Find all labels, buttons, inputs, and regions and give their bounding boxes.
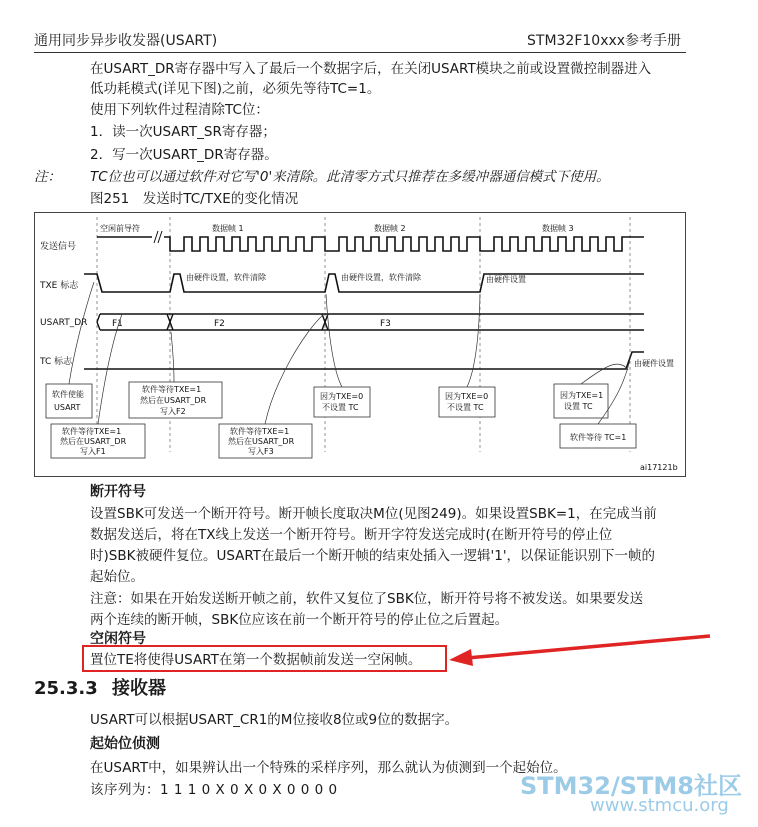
- receiver-sequence: 该序列为：1 1 1 0 X 0 X 0 X 0 0 0 0: [90, 782, 338, 798]
- label-txe-flag: TXE 标志: [40, 281, 79, 291]
- box-wait-f1-line-2: 然后在USART_DR: [60, 437, 127, 446]
- box-tc1-line-2: 设置 TC: [564, 402, 593, 411]
- break-para-1: 设置SBK可发送一个断开符号。断开帧长度取决M位(见图249)。如果设置SBK=1，在完成当前: [90, 506, 657, 522]
- intro-line-1: 在USART_DR寄存器中写入了最后一个数据字后，在关闭USART模块之前或设置微控制器进入: [90, 61, 652, 77]
- break-para-3: 时)SBK被硬件复位。USART在最后一个断开帧的结束处插入一逻辑'1'，以保证能识别下一帧的: [90, 548, 656, 564]
- box-wait-f2-line-2: 然后在USART_DR: [140, 396, 207, 405]
- receiver-para-2: 在USART中，如果辨认出一个特殊的采样序列，那么就认为侦测到一个起始位。: [90, 760, 567, 776]
- break-note-1: 注意：如果在开始发送断开帧之前，软件又复位了SBK位，断开符号将不被发送。如果要发送: [90, 591, 644, 607]
- note-text: TC位也可以通过软件对它写'0'来清除。此清零方式只推荐在多缓冲器通信模式下使用。: [90, 169, 610, 185]
- frame-3-label: 数据帧 3: [542, 224, 574, 233]
- box-wait-f1-line-3: 写入F1: [80, 447, 106, 456]
- txe-note-2: 由硬件设置，软件清除: [341, 273, 421, 282]
- idle-preamble-label: 空闲前导符: [100, 224, 140, 233]
- break-para-2: 数据发送后，将在TX线上发送一个断开符号。断开字符发送完成时(在断开符号的停止位: [90, 527, 613, 543]
- box-enable-line-2: USART: [54, 403, 81, 412]
- box-tc0b-line-1: 因为TXE=0: [445, 392, 489, 401]
- box-tc0a-line-1: 因为TXE=0: [320, 392, 364, 401]
- header-divider: [34, 52, 686, 53]
- dr-value-f2: F2: [214, 319, 225, 329]
- box-enable-line-1: 软件使能: [52, 390, 84, 399]
- box-wait-f3-line-2: 然后在USART_DR: [228, 437, 295, 446]
- section-title: 接收器: [112, 678, 166, 699]
- frame-1-label: 数据帧 1: [212, 224, 244, 233]
- page-header-right: STM32F10xxx参考手册: [527, 33, 682, 49]
- box-wait-f2-line-1: 软件等待TXE=1: [142, 385, 202, 394]
- timing-diagram: [34, 212, 686, 477]
- box-tc0a-line-2: 不设置 TC: [322, 403, 359, 412]
- break-para-4: 起始位。: [90, 569, 144, 585]
- idle-title: 空闲符号: [90, 631, 146, 647]
- intro-line-2: 低功耗模式(详见下图)之前，必须先等待TC=1。: [90, 81, 381, 97]
- txe-note-1: 由硬件设置，软件清除: [186, 273, 266, 282]
- step-2: 2．写一次USART_DR寄存器。: [90, 147, 278, 163]
- box-tc1-line-1: 因为TXE=1: [560, 391, 604, 400]
- box-tc0b-line-2: 不设置 TC: [447, 403, 484, 412]
- step-1: 1．读一次USART_SR寄存器；: [90, 124, 276, 140]
- figure-caption: 图251 发送时TC/TXE的变化情况: [90, 191, 299, 207]
- section-number: 25.3.3: [34, 678, 98, 699]
- txe-note-3: 由硬件设置: [486, 275, 526, 284]
- label-tc-flag: TC 标志: [40, 357, 73, 367]
- label-tx-signal: 发送信号: [40, 242, 77, 252]
- box-wait-tc: 软件等待 TC=1: [570, 433, 627, 442]
- note-label: 注：: [34, 169, 61, 185]
- intro-line-3: 使用下列软件过程清除TC位：: [90, 102, 269, 118]
- dr-value-f3: F3: [380, 319, 391, 329]
- box-wait-f2-line-3: 写入F2: [160, 407, 186, 416]
- start-bit-title: 起始位侦测: [90, 736, 160, 752]
- break-title: 断开符号: [90, 484, 146, 500]
- watermark-url: www.stmcu.org: [590, 795, 729, 816]
- figure-ref: ai17121b: [640, 463, 678, 472]
- page-header-left: 通用同步异步收发器(USART): [34, 33, 218, 49]
- box-wait-f3-line-1: 软件等待TXE=1: [230, 427, 290, 436]
- break-note-2: 两个连续的断开帧，SBK位应该在前一个断开符号的停止位之后置起。: [90, 612, 509, 628]
- label-usart-dr: USART_DR: [40, 318, 88, 328]
- frame-2-label: 数据帧 2: [374, 224, 406, 233]
- box-wait-f1-line-1: 软件等待TXE=1: [62, 427, 122, 436]
- idle-text: 置位TE将使得USART在第一个数据帧前发送一空闲帧。: [90, 652, 422, 668]
- red-arrow-icon: [445, 632, 715, 672]
- watermark-brand: STM32/STM8社区: [520, 772, 742, 800]
- box-wait-f3-line-3: 写入F3: [248, 447, 274, 456]
- dr-value-f1: F1: [112, 319, 123, 329]
- tc-note: 由硬件设置: [634, 359, 674, 368]
- receiver-para-1: USART可以根据USART_CR1的M位接收8位或9位的数据字。: [90, 712, 459, 728]
